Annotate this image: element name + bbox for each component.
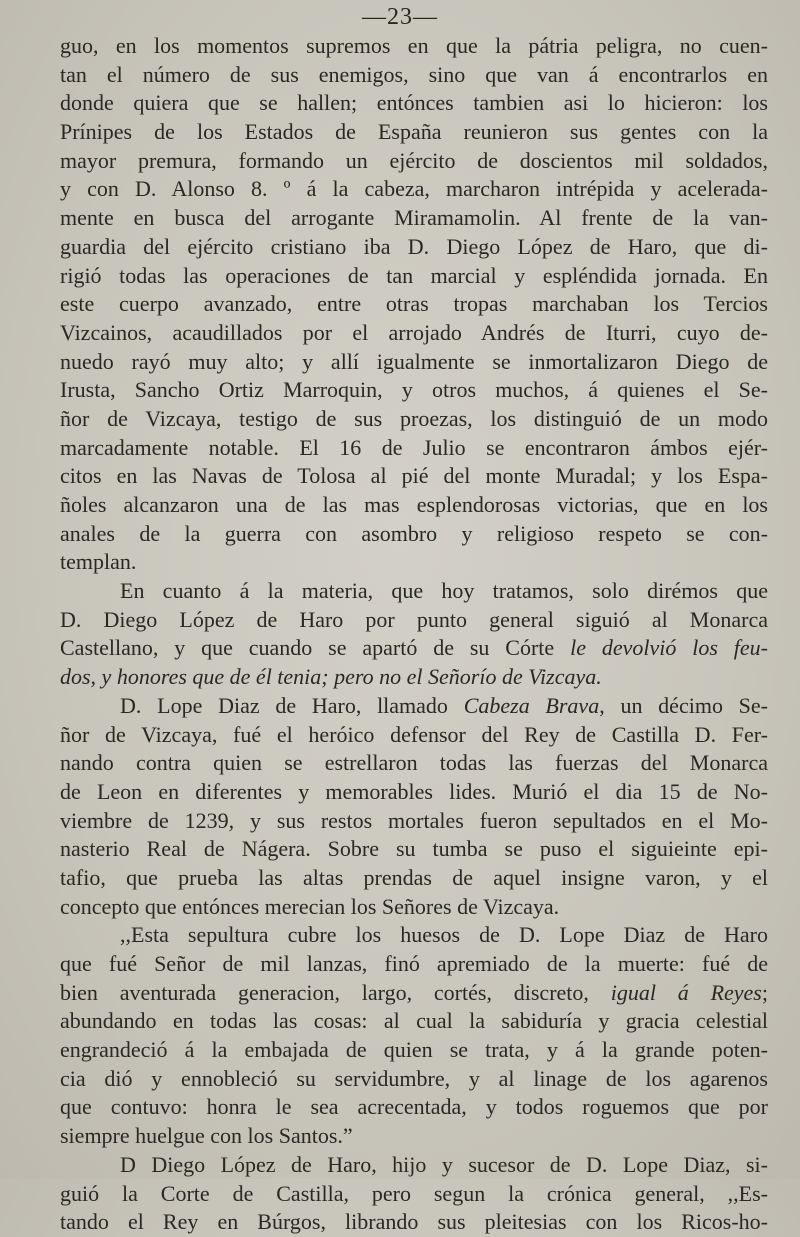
text-line (60, 692, 768, 721)
text-segment: D. Lope Diaz de Haro, llamado (120, 692, 464, 718)
italic-text: igual á Reyes (610, 979, 762, 1005)
text-line (60, 950, 768, 979)
text-segment: ; (761, 979, 768, 1005)
text-line (60, 1122, 768, 1151)
text-line (60, 778, 768, 807)
text-segment: donde quiera que se hallen; entónces tambien asi lo hicieron: los (60, 90, 768, 116)
text-line (60, 807, 768, 836)
text-line (60, 663, 768, 692)
text-segment: mente en busca del arrogante Miramamolin. Al frente de la van- (60, 205, 768, 231)
text-segment: tafio, que prueba las altas prendas de aquel insigne varon, y el (60, 864, 768, 890)
text-segment: guardia del ejército cristiano iba D. Diego López de Haro, que di- (60, 233, 768, 259)
text-segment: bien aventurada generacion, largo, cortés, discreto, (60, 979, 611, 1005)
text-segment: marcadamente notable. El 16 de Julio se encontraron ámbos ejér- (60, 434, 768, 460)
text-line (60, 749, 768, 778)
text-line (60, 290, 768, 319)
text-segment: abundando en todas las cosas: al cual la sabiduría y gracia celestial (60, 1008, 768, 1034)
text-segment: tan el número de sus enemigos, sino que van á encontrarlos en (60, 61, 768, 87)
text-segment: En cuanto á la materia, que hoy tratamos, solo dirémos que (120, 578, 768, 604)
text-line (60, 175, 768, 204)
text-segment: templan. (60, 549, 137, 575)
text-line (60, 979, 768, 1008)
page-number: —23— (362, 4, 438, 30)
text-line (60, 1151, 768, 1180)
text-line (60, 204, 768, 233)
text-line (60, 1180, 768, 1209)
text-segment: Prínipes de los Estados de España reunieron sus gentes con la (60, 119, 768, 145)
text-segment: este cuerpo avanzado, entre otras tropas marchaban los Tercios (60, 291, 768, 317)
text-segment: citos en las Navas de Tolosa al pié del monte Muradal; y los Espa- (60, 463, 768, 489)
text-line (60, 233, 768, 262)
text-segment: rigió todas las operaciones de tan marcial y espléndida jornada. En (60, 262, 768, 288)
text-segment: viembre de 1239, y sus restos mortales fueron sepultados en el Mo- (60, 807, 768, 833)
text-segment: guió la Corte de Castilla, pero segun la crónica general, ,,Es- (60, 1180, 768, 1206)
text-segment: Vizcainos, acaudillados por el arrojado Andrés de Iturri, cuyo de- (60, 319, 768, 345)
text-line (60, 835, 768, 864)
text-segment: y con D. Alonso 8. º á la cabeza, marcharon intrépida y acelerada- (60, 176, 768, 202)
text-line (60, 721, 768, 750)
text-line (60, 147, 768, 176)
text-line (60, 61, 768, 90)
body-text (60, 32, 768, 1237)
text-line (60, 434, 768, 463)
text-segment: D. Diego López de Haro por punto general siguió al Monarca (60, 606, 768, 632)
text-line (60, 1036, 768, 1065)
text-line (60, 1007, 768, 1036)
text-line (60, 1208, 768, 1237)
italic-text: le devolvió los feu- (570, 635, 768, 661)
text-line (60, 634, 768, 663)
text-line (60, 491, 768, 520)
text-line (60, 577, 768, 606)
text-segment: Irusta, Sancho Ortiz Marroquin, y otros muchos, á quienes el Se- (60, 377, 768, 403)
text-segment: ñoles alcanzaron una de las mas esplendorosas victorias, que en los (60, 492, 768, 517)
text-segment: nasterio Real de Nágera. Sobre su tumba se puso el siguieinte epi- (60, 836, 768, 862)
italic-text: Cabeza Brava (463, 692, 600, 718)
text-line (60, 893, 768, 922)
text-segment: mayor premura, formando un ejército de doscientos mil soldados, (60, 147, 768, 173)
text-segment: engrandeció á la embajada de quien se trata, y á la grande poten- (60, 1037, 768, 1063)
text-line (60, 405, 768, 434)
text-segment: ñor de Vizcaya, testigo de sus proezas, los distinguió de un modo (60, 405, 768, 431)
text-line (60, 1065, 768, 1094)
text-line (60, 520, 768, 549)
text-line (60, 118, 768, 147)
text-line (60, 89, 768, 118)
text-line (60, 864, 768, 893)
text-line (60, 462, 768, 491)
text-segment: nuedo rayó muy alto; y allí igualmente se inmortalizaron Diego de (60, 348, 768, 374)
text-line (60, 606, 768, 635)
text-segment: concepto que entónces merecian los Señores de Vizcaya. (60, 893, 560, 919)
text-segment: guo, en los momentos supremos en que la pátria peligra, no cuen- (60, 33, 768, 58)
text-segment: tando el Rey en Búrgos, librando sus pleitesias con los Ricos-ho- (60, 1209, 768, 1235)
text-line (60, 921, 768, 950)
text-segment: anales de la guerra con asombro y religioso respeto se con- (60, 520, 768, 546)
text-segment: de Leon en diferentes y memorables lides. Murió el dia 15 de No- (60, 778, 768, 804)
text-line (60, 1093, 768, 1122)
italic-text: dos, y honores que de él tenia; pero no el Señorío de Vizcaya. (60, 664, 602, 690)
text-line (60, 32, 768, 61)
text-segment: Castellano, y que cuando se apartó de su Córte (60, 635, 571, 661)
text-segment: que fué Señor de mil lanzas, finó apremiado de la muerte: fué de (60, 951, 768, 976)
text-segment: ,,Esta sepultura cubre los huesos de D. Lope Diaz de Haro (120, 922, 768, 948)
text-line (60, 319, 768, 348)
text-segment: D Diego López de Haro, hijo y sucesor de D. Lope Diaz, si- (120, 1151, 768, 1177)
text-segment: que contuvo: honra le sea acrecentada, y todos roguemos que por (60, 1094, 768, 1120)
text-segment: , un décimo Se- (599, 692, 769, 718)
text-segment: siempre huelgue con los Santos.” (60, 1123, 353, 1149)
text-line (60, 348, 768, 377)
text-line (60, 548, 768, 577)
text-line (60, 376, 768, 405)
text-line (60, 262, 768, 291)
text-segment: nando contra quien se estrellaron todas las fuerzas del Monarca (60, 750, 768, 776)
text-segment: cia dió y ennobleció su servidumbre, y al linage de los agarenos (60, 1065, 768, 1091)
text-segment: ñor de Vizcaya, fué el heróico defensor del Rey de Castilla D. Fer- (60, 721, 768, 747)
